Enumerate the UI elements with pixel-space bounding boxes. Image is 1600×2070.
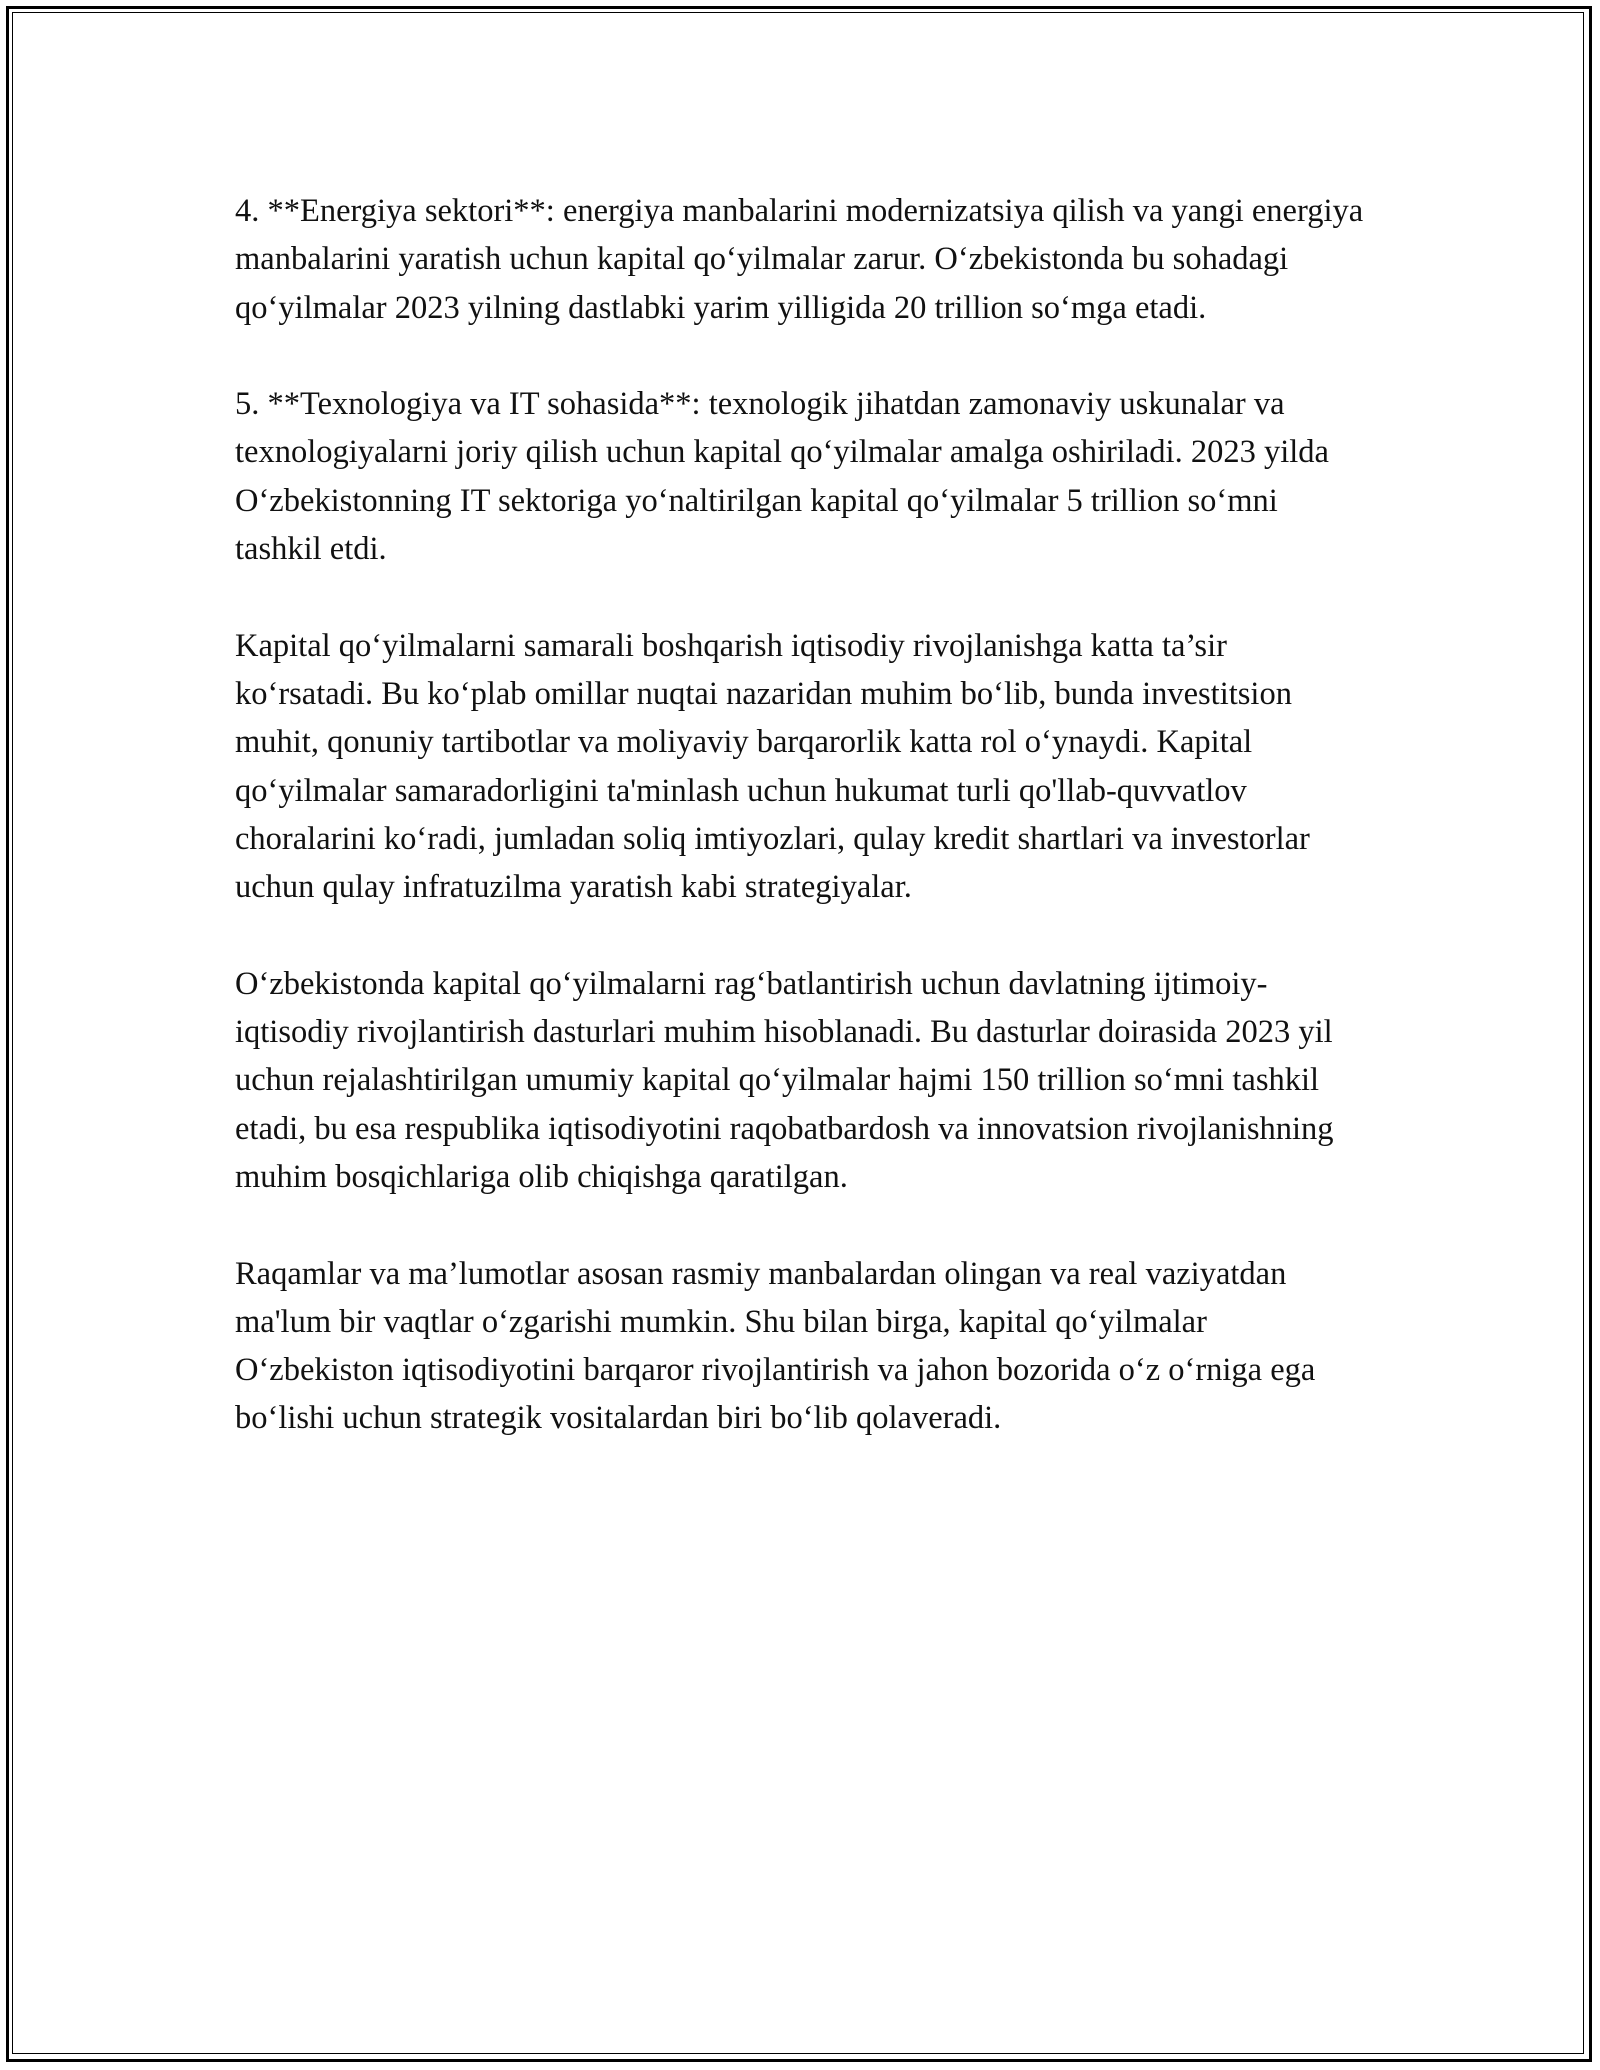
paragraph-data-sources: Raqamlar va ma’lumotlar asosan rasmiy manbalardan olingan va real vaziyatdan ma'lum bir vaqtlar o‘zgarishi mumkin. Shu bilan birga, kapital qo‘yilmalar O‘zbekiston iqtisodiyotini barqaror rivojlantirish va jahon bozorida o‘z o‘rniga ega bo‘lishi uchun strategik vositalardan biri bo‘lib qolaveradi. [235,1255,1316,1437]
paragraph-capital-management: Kapital qo‘yilmalarni samarali boshqarish iqtisodiy rivojlanishga katta ta’sir ko‘rsatadi. Bu ko‘plab omillar nuqtai nazaridan muhim bo‘lib, bunda investitsion muhit, qonuniy tartibotlar va moliyaviy barqarorlik katta rol o‘ynaydi. Kapital qo‘yilmalar samaradorligini ta'minlash uchun hukumat turli qo'llab-quvvatlov choralarini ko‘radi, jumladan soliq imtiyozlari, qulay kredit shartlari va investorlar uchun qulay infratuzilma yaratish kabi strategiyalar. [235,627,1310,906]
paragraph-state-programs: O‘zbekistonda kapital qo‘yilmalarni rag‘batlantirish uchun davlatning ijtimoiy-iqtisodiy rivojlantirish dasturlari muhim hisoblanadi. Bu dasturlar doirasida 2023 yil uchun rejalashtirilgan umumiy kapital qo‘yilmalar hajmi 150 trillion so‘mni tashkil etadi, bu esa respublika iqtisodiyotini raqobatbardosh va innovatsion rivojlanishning muhim bosqichlariga olib chiqishga qaratilgan. [235,965,1334,1195]
paragraph-technology-it: 5. **Texnologiya va IT sohasida**: texnologik jihatdan zamonaviy uskunalar va texnologiyalarni joriy qilish uchun kapital qo‘yilmalar amalga oshiriladi. 2023 yilda O‘zbekistonning IT sektoriga yo‘naltirilgan kapital qo‘yilmalar 5 trillion so‘mni tashkil etdi. [235,386,1329,568]
paragraph-energy-sector: 4. **Energiya sektori**: energiya manbalarini modernizatsiya qilish va yangi energiya manbalarini yaratish uchun kapital qo‘yilmalar zarur. O‘zbekistonda bu sohadagi qo‘yilmalar 2023 yilning dastlabki yarim yilligida 20 trillion so‘mga etadi. [235,193,1364,326]
document-body [235,187,1365,1491]
